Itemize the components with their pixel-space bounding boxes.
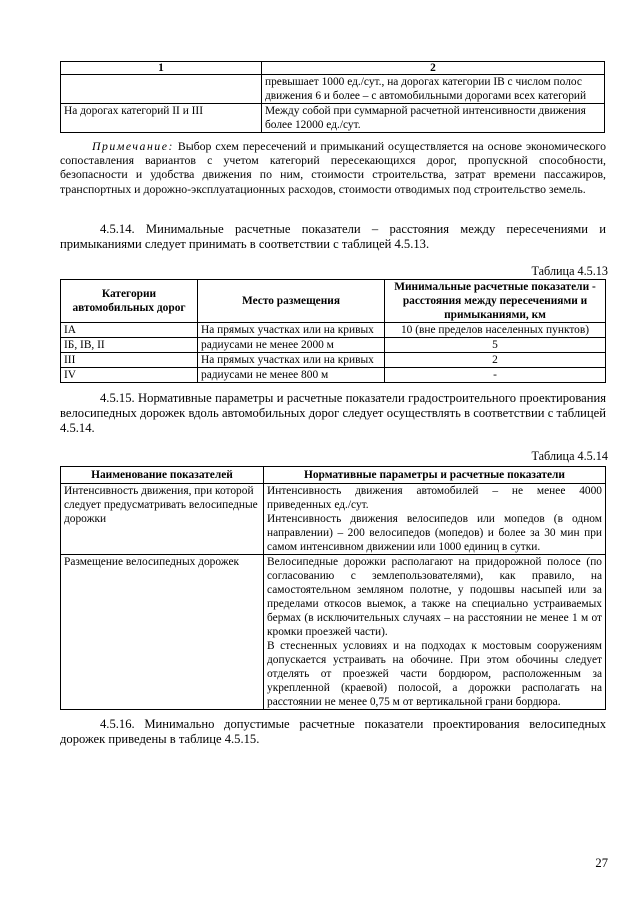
table-row bbox=[61, 484, 606, 555]
paragraph-4-5-14: 4.5.14. Минимальные расчетные показатели – расстояния между пересечениями и примыканиями следует принимать в соответствии с таблицей 4.5.13. bbox=[60, 222, 606, 251]
table-cell bbox=[61, 75, 262, 104]
value-cell: 2 bbox=[385, 353, 606, 368]
indicator-name-cell: Интенсивность движения, при которой следует предусматривать велосипедные дорожки bbox=[61, 484, 264, 555]
table-row bbox=[61, 555, 606, 710]
column-header: 2 bbox=[262, 62, 605, 75]
paragraph-4-5-15: 4.5.15. Нормативные параметры и расчетные показатели градостроительного проектирования велосипедных дорожек вдоль автомобильных дорог следует осуществлять в соответствии с таблицей 4.5.14. bbox=[60, 391, 606, 435]
table-cell: Между собой при суммарной расчетной интенсивности движения более 12000 ед./сут. bbox=[262, 104, 605, 133]
table-4-5-14 bbox=[60, 466, 606, 710]
table-header-row bbox=[61, 467, 606, 484]
top-table bbox=[60, 61, 605, 133]
table-row bbox=[61, 104, 605, 133]
note-label: Примечание: bbox=[92, 139, 174, 153]
note-text: Выбор схем пересечений и примыканий осуществляется на основе экономического сопоставления вариантов с учетом категорий пересекающихся дорог, пропускной способности, безопасности и удобства движения по ним, стоимости строительства, затрат времени пассажиров, транспортных и дорожно-эксплуатационных расходов, стоимости отводимых под строительство земель. bbox=[60, 139, 606, 196]
table-header-row bbox=[61, 280, 606, 323]
category-cell: III bbox=[61, 353, 198, 368]
parameter-cell bbox=[264, 484, 606, 555]
category-cell: IA bbox=[61, 323, 198, 338]
category-cell: IV bbox=[61, 368, 198, 383]
table-row bbox=[61, 338, 606, 353]
table-header-row bbox=[61, 62, 605, 75]
table-caption: Таблица 4.5.14 bbox=[531, 449, 608, 463]
column-header: Минимальные расчетные показатели - расстояния между пересечениями и примыканиями, км bbox=[385, 280, 606, 323]
place-cell: На прямых участках или на кривых bbox=[198, 353, 385, 368]
parameter-text: Велосипедные дорожки располагают на придорожной полосе (по согласованию с землепользователями), как правило, на самостоятельном земляном полотне, у подошвы насыпей или за пределами откосов выемок, а также на специально устраиваемых бермах (в исключительных случаях – на расстоянии не менее 1 м от кромки проезжей части). bbox=[267, 556, 602, 638]
parameter-text: Интенсивность движения велосипедов или мопедов (в одном направлении) – 200 велосипедов (мопедов) и более за 30 мин при самом интенсивном движении или 1000 единиц в сутки. bbox=[267, 513, 602, 553]
table-row bbox=[61, 353, 606, 368]
parameter-cell bbox=[264, 555, 606, 710]
value-cell: - bbox=[385, 368, 606, 383]
place-cell: радиусами не менее 800 м bbox=[198, 368, 385, 383]
table-row bbox=[61, 75, 605, 104]
place-cell: На прямых участках или на кривых bbox=[198, 323, 385, 338]
page-number: 27 bbox=[595, 856, 608, 870]
value-cell: 5 bbox=[385, 338, 606, 353]
parameter-text: В стесненных условиях и на подходах к мостовым сооружениям допускается устраивать на обочине. При этом обочины следует отделять от проезжей части бордюром, расположенным за укрепленной (краевой) полосой, а дорожки располагать на расстоянии не менее 0,75 м от вертикальной грани бордюра. bbox=[267, 640, 602, 708]
parameter-text: Интенсивность движения автомобилей – не менее 4000 приведенных ед./сут. bbox=[267, 485, 602, 511]
paragraph-4-5-16: 4.5.16. Минимально допустимые расчетные показатели проектирования велосипедных дорожек приведены в таблице 4.5.15. bbox=[60, 717, 606, 746]
value-cell: 10 (вне пределов населенных пунктов) bbox=[385, 323, 606, 338]
table-row bbox=[61, 323, 606, 338]
note-paragraph bbox=[60, 139, 606, 196]
table-cell: превышает 1000 ед./сут., на дорогах категории IB с числом полос движения 6 и более – с автомобильными дорогами всех категорий bbox=[262, 75, 605, 104]
column-header: Наименование показателей bbox=[61, 467, 264, 484]
column-header: Место размещения bbox=[198, 280, 385, 323]
table-4-5-13 bbox=[60, 279, 606, 383]
column-header: Нормативные параметры и расчетные показатели bbox=[264, 467, 606, 484]
column-header: Категории автомобильных дорог bbox=[61, 280, 198, 323]
table-cell: На дорогах категорий II и III bbox=[61, 104, 262, 133]
column-header: 1 bbox=[61, 62, 262, 75]
indicator-name-cell: Размещение велосипедных дорожек bbox=[61, 555, 264, 710]
table-row bbox=[61, 368, 606, 383]
place-cell: радиусами не менее 2000 м bbox=[198, 338, 385, 353]
table-caption: Таблица 4.5.13 bbox=[531, 264, 608, 278]
category-cell: IБ, IB, II bbox=[61, 338, 198, 353]
